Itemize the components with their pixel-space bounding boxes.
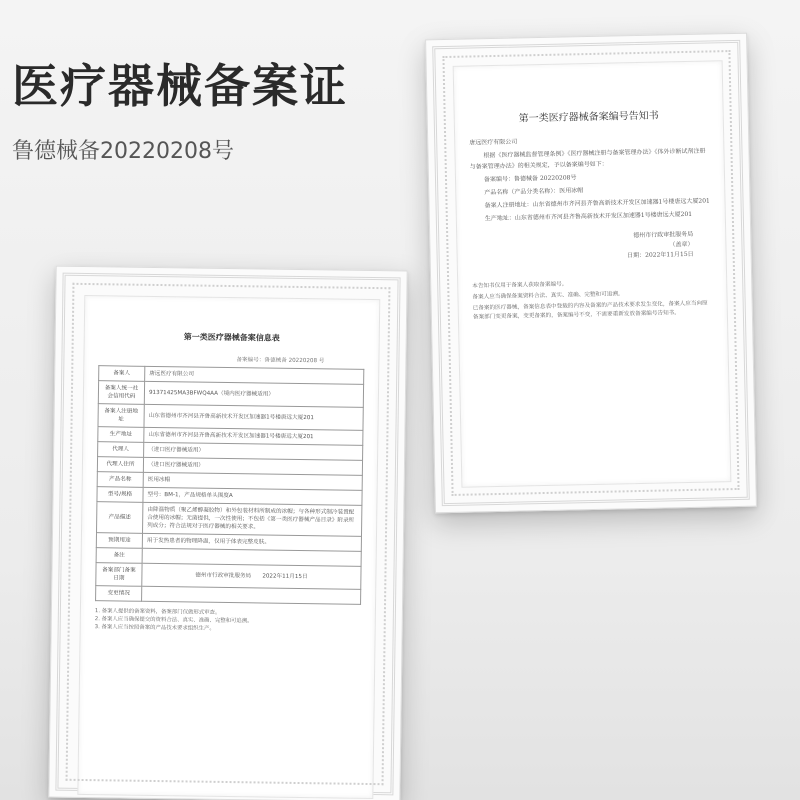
table-key: 产品名称	[97, 472, 143, 488]
table-key: 生产地址	[98, 427, 144, 443]
table-key: 备案人注册地址	[98, 404, 144, 428]
table-value: 由降温物质（聚乙烯醇凝胶物）和外包装材料所制成的冰帽；与各种形式制冷装置配合使用的冰帽；无菌提供，一次性使用；不包括《第一类医疗器械产品目录》附录所列成分；符合法规对于医疗器械的相关要求。	[143, 502, 362, 536]
table-value: （进口医疗器械适用）	[143, 457, 362, 475]
notice-seal: （盖章）	[669, 240, 694, 249]
notice-filer-address: 备案人注册地址：山东省德州市齐河县齐鲁高新技术开发区加速器1号楼唐远大厦201	[484, 197, 710, 210]
info-table	[95, 365, 364, 605]
notice-title: 第一类医疗器械备案编号告知书	[518, 110, 659, 125]
table-key: 备案人	[99, 366, 145, 382]
table-value: 型号：BM-1，产品规格单头围度A	[143, 487, 362, 505]
table-value: 医用冰帽	[143, 472, 362, 490]
table-key: 备案人统一社会信用代码	[98, 381, 144, 405]
notice-company: 唐远医疗有限公司	[469, 138, 518, 147]
table-key: 预期用途	[96, 533, 142, 549]
table-row	[97, 502, 362, 537]
notice-product: 产品名称（产品分类名称）：医用冰帽	[484, 187, 584, 197]
table-value: 山东省德州市齐河县齐鲁高新技术开发区加速器1号楼唐远大厦201	[144, 427, 363, 445]
notice-production-address: 生产地址：山东省德州市齐河县齐鲁高新技术开发区加速器1号楼唐远大厦201	[484, 210, 693, 223]
table-value: 山东省德州市齐河县齐鲁高新技术开发区加速器1号楼唐远大厦201	[144, 404, 363, 430]
notice-note: 已备案的医疗器械，备案信息表中登载的内容及备案的产品技术要求发生变化，备案人应当向原备案部门变更备案，变更备案的，备案编号不变，不需要重新发放备案编号告知书。	[472, 300, 708, 321]
info-table-filing-no: 备案编号：鲁德械备 20220208 号	[236, 357, 325, 365]
table-value	[142, 586, 361, 604]
footnote: 3. 备案人应当按照备案的产品技术要求组织生产。	[94, 624, 215, 632]
info-table-footnotes	[95, 607, 361, 635]
footnote: 2. 备案人应当确保提交的资料合法、真实、准确、完整和可追溯。	[94, 616, 253, 625]
notice-note: 本告知书仅用于备案人获取备案编号。	[472, 281, 568, 290]
info-table-title: 第一类医疗器械备案信息表	[183, 332, 280, 343]
table-key: 型号/规格	[97, 487, 143, 503]
table-key: 备案部门备案日期	[96, 563, 142, 587]
table-key: 代理人住所	[97, 457, 143, 473]
info-table-paper	[77, 295, 380, 799]
notice-agency: 德州市行政审批服务局	[633, 230, 694, 240]
table-value: 唐远医疗有限公司	[145, 366, 364, 384]
page-title: 医疗器械备案证	[12, 59, 348, 113]
notice-certificate-frame	[425, 33, 757, 514]
notice-date: 日期：2022年11月15日	[627, 250, 694, 260]
footnote: 1. 备案人提供的备案资料，备案部门仅做形式审查。	[94, 608, 221, 616]
table-value: 德州市行政审批服务局 2022年11月15日	[142, 563, 361, 589]
notice-paper	[453, 60, 732, 488]
filing-number-subtitle: 鲁德械备20220208号	[12, 139, 234, 164]
table-value: （进口医疗器械适用）	[144, 442, 363, 460]
table-key: 代理人	[98, 442, 144, 458]
notice-note: 备案人应当确保备案资料合法、真实、准确、完整和可追溯。	[472, 291, 624, 301]
table-value: 用于发热患者的物理降温，仅用于体表完整皮肤。	[142, 533, 361, 551]
notice-notes	[472, 277, 713, 322]
table-key: 变更情况	[96, 586, 142, 602]
table-value: 91371425MA3BFWQ4AA（境内医疗器械适用）	[144, 381, 363, 407]
notice-paragraph: 根据《医疗器械监督管理条例》《医疗器械注册与备案管理办法》《体外诊断试剂注册与备案管理办法》的相关规定，予以备案编号如下：	[469, 147, 706, 171]
table-row	[96, 586, 361, 605]
notice-filing-no: 备案编号：鲁德械备 20220208号	[483, 174, 577, 184]
info-table-certificate-frame	[48, 266, 407, 800]
table-key: 备注	[96, 548, 142, 564]
table-key: 产品描述	[97, 502, 143, 534]
